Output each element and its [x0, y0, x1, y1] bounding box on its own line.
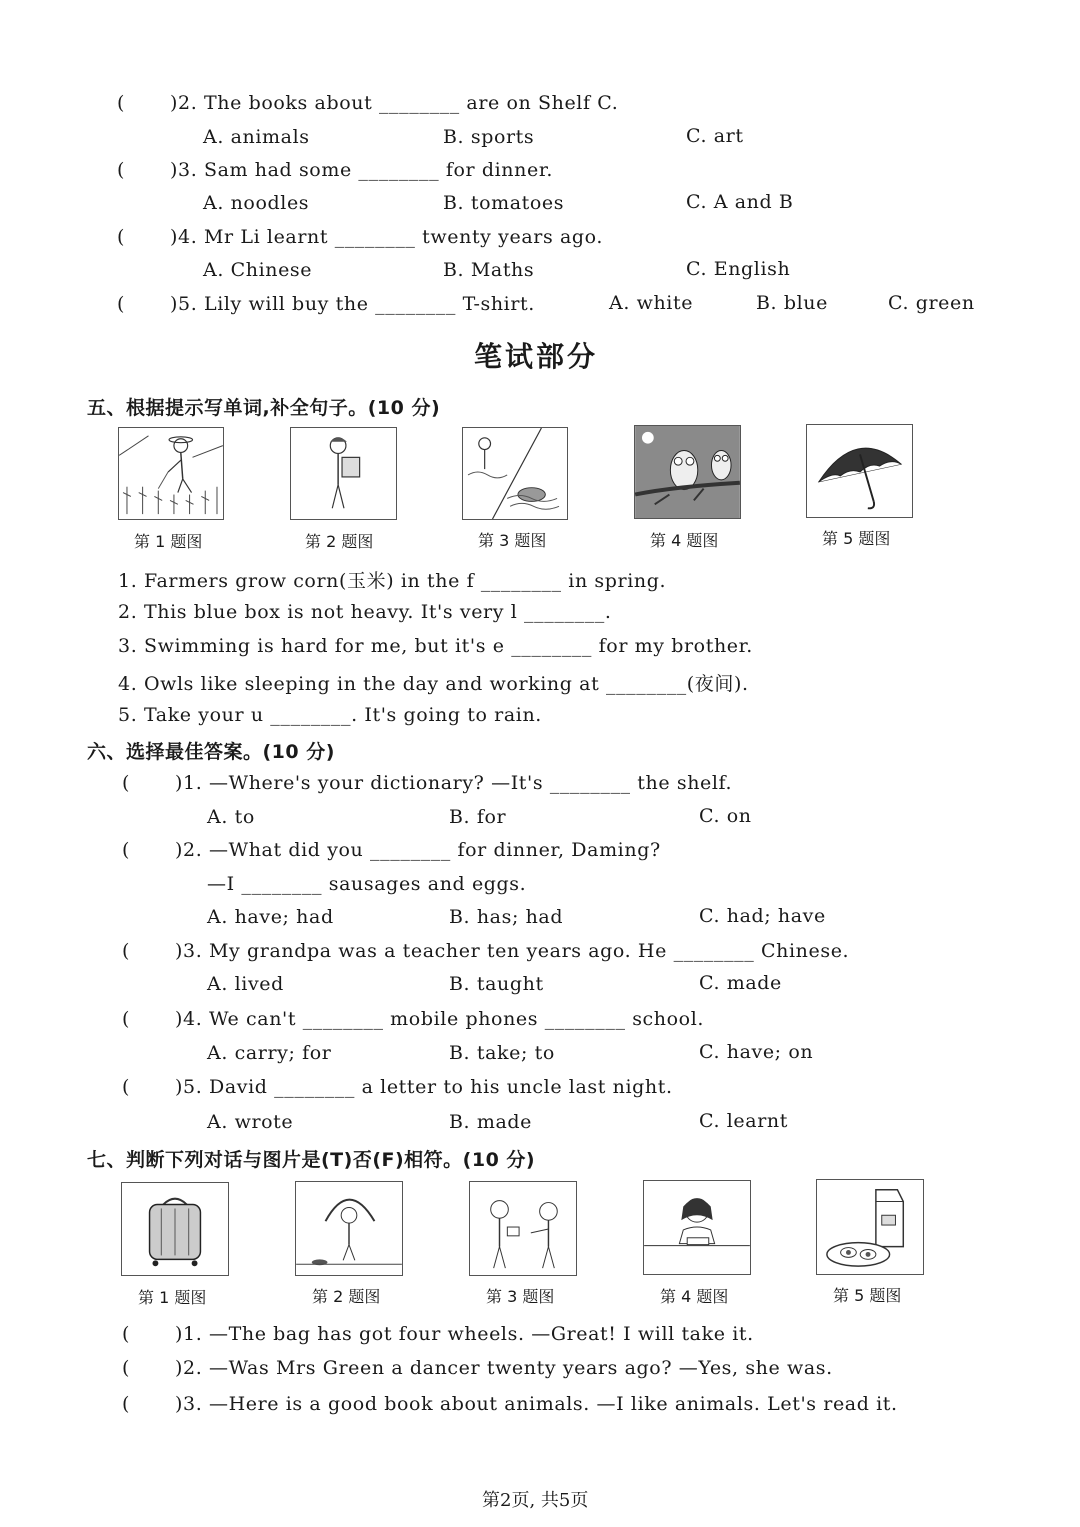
s7-caption-3: 第 3 题图 — [486, 1287, 555, 1306]
listen-q5-stem: )5. Lily will buy the ________ T-shirt. — [170, 293, 535, 315]
s6-q3-option-c[interactable]: C. made — [699, 972, 782, 994]
s6-q5-stem: )5. David ________ a letter to his uncle last night. — [175, 1076, 673, 1098]
listen-q4-option-a[interactable]: A. Chinese — [203, 259, 313, 281]
s5-caption-3: 第 3 题图 — [478, 531, 547, 550]
listen-q2-stem: )2. The books about ________ are on Shelf C. — [170, 92, 619, 114]
s5-caption-4: 第 4 题图 — [650, 531, 719, 550]
section6-heading: 六、选择最佳答案。(10 分) — [87, 741, 335, 763]
s6-q4-stem: )4. We can't ________ mobile phones ________ school. — [175, 1008, 705, 1030]
s5-picture-5-umbrella — [806, 424, 913, 518]
s7-q3-stem: )3. —Here is a good book about animals. —I like animals. Let's read it. — [175, 1393, 898, 1415]
s6-q1-stem: )1. —Where's your dictionary? —It's ________ the shelf. — [175, 772, 733, 794]
listen-q3-paren[interactable]: ( — [117, 159, 126, 181]
s6-q5-option-c[interactable]: C. learnt — [699, 1110, 788, 1132]
s5-picture-1-farmer — [118, 427, 224, 520]
s7-q2-stem: )2. —Was Mrs Green a dancer twenty years ago? —Yes, she was. — [175, 1357, 833, 1379]
listen-q5-option-b[interactable]: B. blue — [756, 292, 828, 314]
s6-q4-option-b[interactable]: B. take; to — [449, 1042, 555, 1064]
listen-q5-option-c[interactable]: C. green — [888, 292, 975, 314]
s7-picture-3-two-kids — [469, 1181, 577, 1276]
section7-heading: 七、判断下列对话与图片是(T)否(F)相符。(10 分) — [87, 1149, 536, 1171]
s6-q4-option-a[interactable]: A. carry; for — [207, 1042, 332, 1064]
s6-q4-paren[interactable]: ( — [122, 1008, 131, 1030]
s6-q1-option-c[interactable]: C. on — [699, 805, 752, 827]
s7-picture-4-girl-writing — [643, 1180, 751, 1275]
s6-q3-option-b[interactable]: B. taught — [449, 973, 544, 995]
listen-q4-stem: )4. Mr Li learnt ________ twenty years ago. — [170, 226, 603, 248]
s7-q1-stem: )1. —The bag has got four wheels. —Great! I will take it. — [175, 1323, 754, 1345]
s7-caption-4: 第 4 题图 — [660, 1287, 729, 1306]
listen-q3-stem: )3. Sam had some ________ for dinner. — [170, 159, 554, 181]
s7-caption-1: 第 1 题图 — [138, 1288, 207, 1307]
s6-q5-paren[interactable]: ( — [122, 1076, 131, 1098]
s5-question-1: 1. Farmers grow corn(玉米) in the f ________ in spring. — [118, 570, 667, 592]
s6-q5-option-a[interactable]: A. wrote — [207, 1111, 294, 1133]
s5-question-4: 4. Owls like sleeping in the day and working at ________(夜间). — [118, 673, 749, 695]
section5-heading: 五、根据提示写单词,补全句子。(10 分) — [87, 397, 441, 419]
s6-q3-paren[interactable]: ( — [122, 940, 131, 962]
s5-caption-5: 第 5 题图 — [822, 529, 891, 548]
s7-picture-2-dancer — [295, 1181, 403, 1276]
s6-q2-paren[interactable]: ( — [122, 839, 131, 861]
s7-q1-paren[interactable]: ( — [122, 1323, 131, 1345]
listen-q3-option-c[interactable]: C. A and B — [686, 191, 794, 213]
s6-q2-stem-line2: —I ________ sausages and eggs. — [207, 873, 527, 895]
s5-question-5: 5. Take your u ________. It's going to rain. — [118, 704, 542, 726]
s5-picture-4-owls-night — [634, 425, 741, 519]
s6-q2-option-a[interactable]: A. have; had — [207, 906, 334, 928]
s5-caption-2: 第 2 题图 — [305, 532, 374, 551]
s6-q5-option-b[interactable]: B. made — [449, 1111, 532, 1133]
s7-picture-5-milk-eggs — [816, 1179, 924, 1275]
s5-picture-3-swimming — [462, 427, 568, 520]
s6-q3-stem: )3. My grandpa was a teacher ten years ago. He ________ Chinese. — [175, 940, 850, 962]
s7-caption-2: 第 2 题图 — [312, 1287, 381, 1306]
listen-q4-paren[interactable]: ( — [117, 226, 126, 248]
s6-q1-option-b[interactable]: B. for — [449, 806, 507, 828]
listen-q5-paren[interactable]: ( — [117, 293, 126, 315]
listen-q2-paren[interactable]: ( — [117, 92, 126, 114]
s5-picture-2-girl-box — [290, 427, 397, 520]
s6-q4-option-c[interactable]: C. have; on — [699, 1041, 814, 1063]
listen-q4-option-b[interactable]: B. Maths — [443, 259, 535, 281]
s7-picture-1-suitcase — [121, 1182, 229, 1276]
listen-q4-option-c[interactable]: C. English — [686, 258, 791, 280]
listen-q2-option-c[interactable]: C. art — [686, 125, 744, 147]
s6-q1-paren[interactable]: ( — [122, 772, 131, 794]
s6-q3-option-a[interactable]: A. lived — [207, 973, 284, 995]
s6-q2-option-b[interactable]: B. has; had — [449, 906, 564, 928]
listen-q2-option-a[interactable]: A. animals — [203, 126, 310, 148]
s6-q2-option-c[interactable]: C. had; have — [699, 905, 826, 927]
s6-q2-stem: )2. —What did you ________ for dinner, Daming? — [175, 839, 661, 861]
listen-q2-option-b[interactable]: B. sports — [443, 126, 535, 148]
s7-caption-5: 第 5 题图 — [833, 1286, 902, 1305]
listen-q3-option-b[interactable]: B. tomatoes — [443, 192, 565, 214]
written-part-title: 笔试部分 — [474, 340, 599, 373]
s7-q2-paren[interactable]: ( — [122, 1357, 131, 1379]
s5-caption-1: 第 1 题图 — [134, 532, 203, 551]
s7-q3-paren[interactable]: ( — [122, 1393, 131, 1415]
page-footer: 第2页, 共5页 — [482, 1490, 589, 1511]
s6-q1-option-a[interactable]: A. to — [207, 806, 255, 828]
s5-question-2: 2. This blue box is not heavy. It's very l ________. — [118, 601, 612, 623]
listen-q3-option-a[interactable]: A. noodles — [203, 192, 310, 214]
listen-q5-option-a[interactable]: A. white — [609, 292, 694, 314]
s5-question-3: 3. Swimming is hard for me, but it's e ________ for my brother. — [118, 635, 753, 657]
